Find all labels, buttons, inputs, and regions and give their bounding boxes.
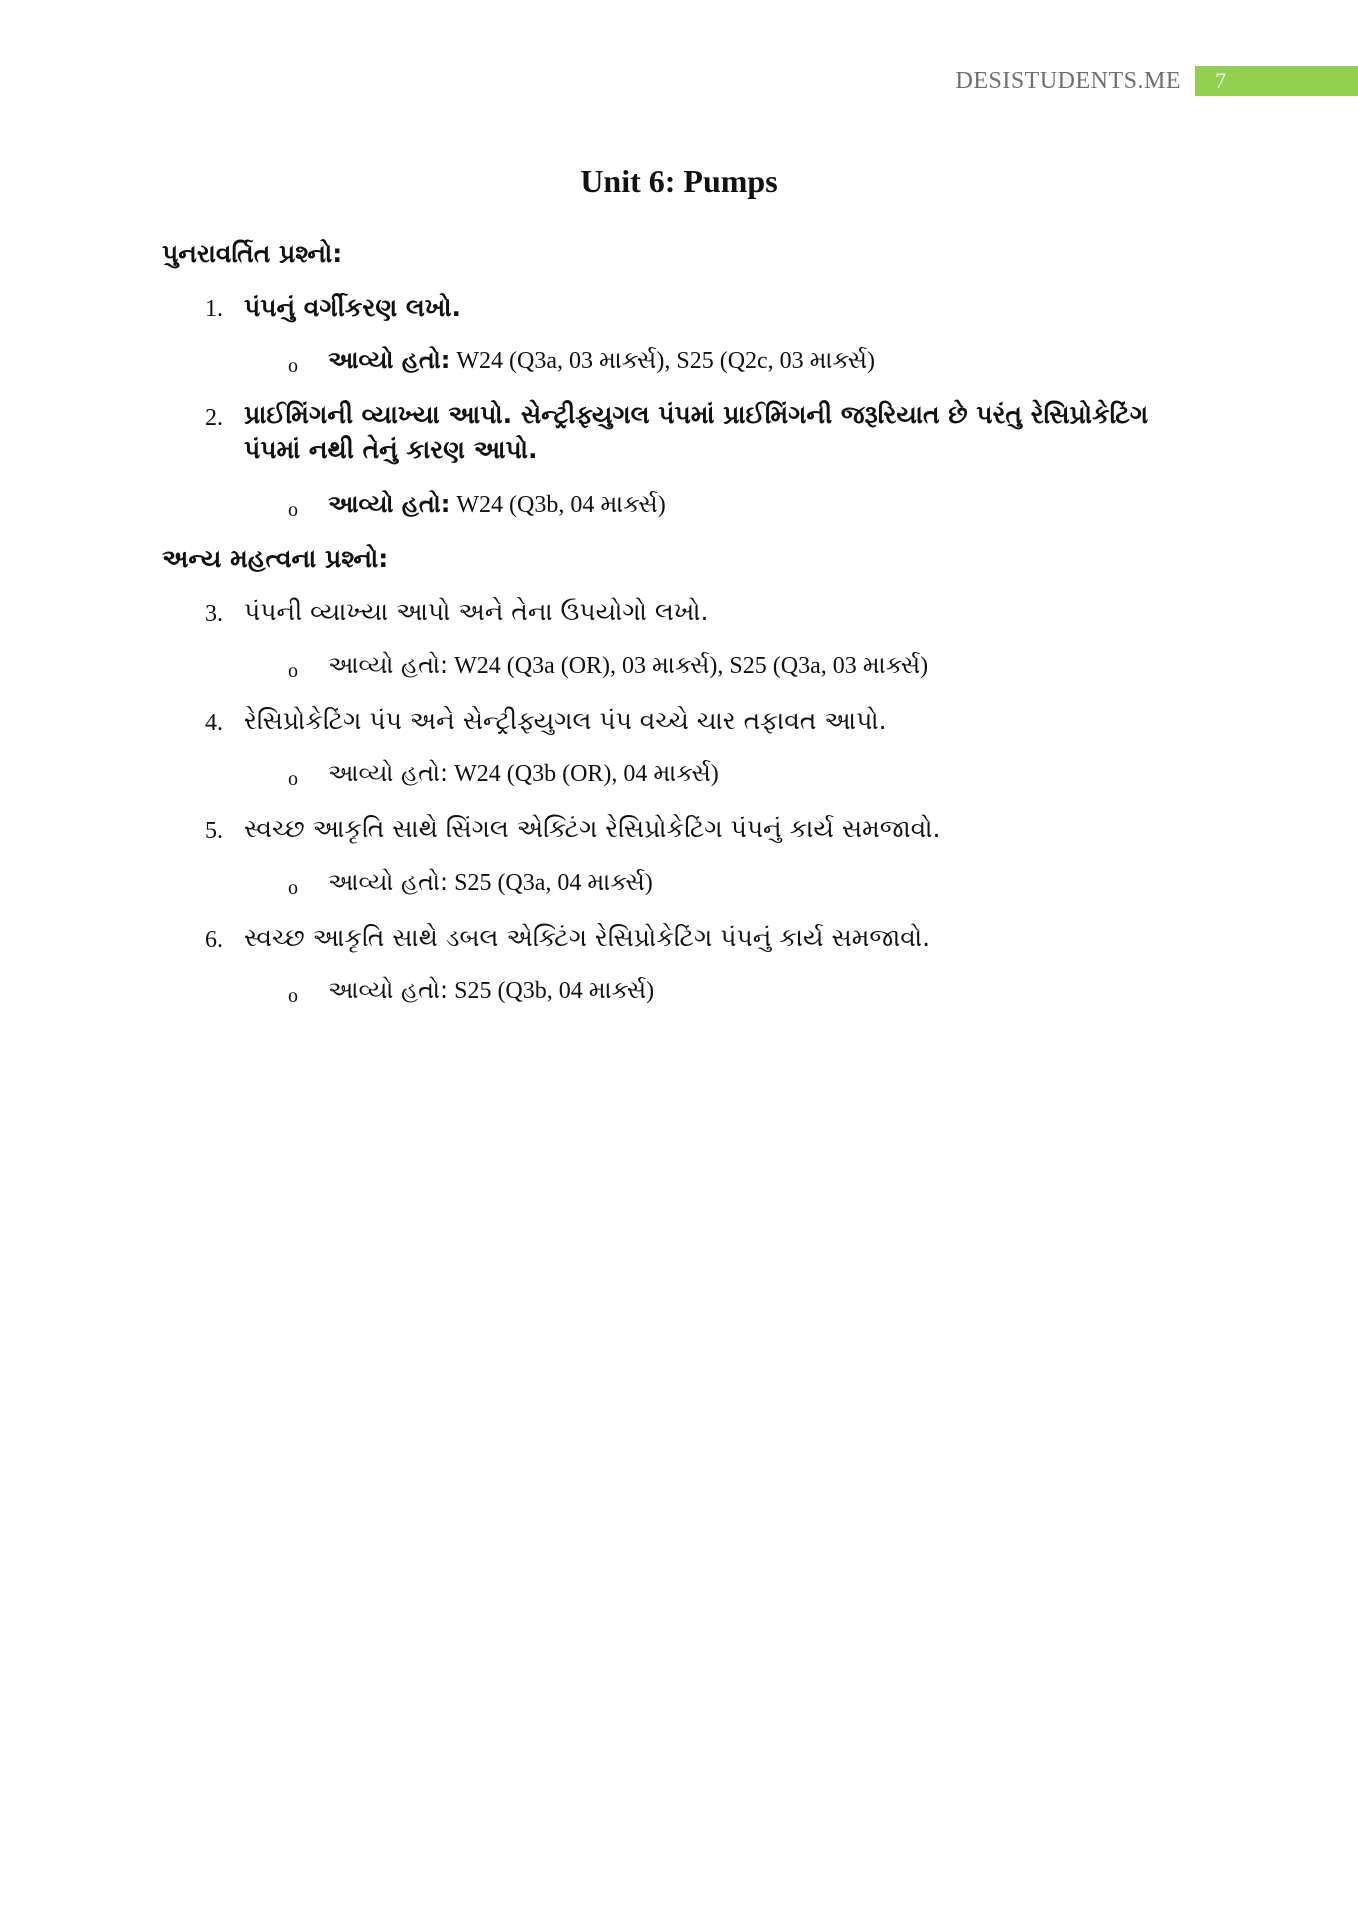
asked-label: આવ્યો હતો: xyxy=(328,759,449,787)
asked-detail: W24 (Q3a, 03 માર્ક્સ), S25 (Q2c, 03 માર્ક્સ) xyxy=(450,348,876,374)
bullet-icon: o xyxy=(288,985,298,1007)
unit-title: Unit 6: Pumps xyxy=(580,163,778,199)
asked-detail: W24 (Q3b, 04 માર્ક્સ) xyxy=(450,492,666,518)
asked-in-line xyxy=(328,346,875,375)
section-heading-other: અન્ય મહત્વના પ્રશ્નો: xyxy=(162,544,389,573)
page-header xyxy=(955,66,1358,96)
question-text: સ્વચ્છ આકૃતિ સાથે સિંગલ એક્ટિંગ રેસિપ્રોકેટિંગ પંપનું કાર્ય સમજાવો. xyxy=(244,814,941,843)
question-number: 1. xyxy=(205,296,223,322)
asked-in-line xyxy=(328,490,666,519)
asked-label: આવ્યો હતો: xyxy=(328,346,451,374)
asked-in-line xyxy=(328,759,719,788)
question-text: પંપની વ્યાખ્યા આપો અને તેના ઉપયોગો લખો. xyxy=(244,597,709,626)
bullet-icon: o xyxy=(288,499,298,521)
page-number-badge: 7 xyxy=(1195,66,1358,96)
bullet-icon: o xyxy=(288,660,298,682)
asked-detail: W24 (Q3b (OR), 04 માર્ક્સ) xyxy=(448,761,719,787)
question-text: રેસિપ્રોકેટિંગ પંપ અને સેન્ટ્રીફ્યુગલ પંપ વચ્ચે ચાર તફાવત આપો. xyxy=(244,706,887,735)
asked-label: આવ્યો હતો: xyxy=(328,868,449,896)
question-number: 5. xyxy=(205,818,223,844)
question-number: 2. xyxy=(205,405,223,431)
question-text: પંપનું વર્ગીકરણ લખો. xyxy=(244,293,462,322)
question-number: 6. xyxy=(205,927,223,953)
asked-in-line xyxy=(328,976,654,1005)
bullet-icon: o xyxy=(288,877,298,899)
asked-in-line xyxy=(328,651,928,680)
question-number: 4. xyxy=(205,710,223,736)
question-number: 3. xyxy=(205,601,223,627)
asked-label: આવ્યો હતો: xyxy=(328,490,451,518)
asked-detail: S25 (Q3a, 04 માર્ક્સ) xyxy=(448,870,653,896)
bullet-icon: o xyxy=(288,355,298,377)
question-text: પ્રાઈમિંગની વ્યાખ્યા આપો. સેન્ટ્રીફ્યુગલ પંપમાં પ્રાઈમિંગની જરૂરિયાત છે પરંતુ રેસિપ્રોકેટિંગ પંપમાં નથી તેનું કારણ આપો. xyxy=(244,400,1149,464)
question-text: સ્વચ્છ આકૃતિ સાથે ડબલ એક્ટિંગ રેસિપ્રોકેટિંગ પંપનું કાર્ય સમજાવો. xyxy=(244,923,931,952)
bullet-icon: o xyxy=(288,768,298,790)
section-heading-repeated: પુનરાવર્તિત પ્રશ્નો: xyxy=(162,239,343,268)
site-name: DESISTUDENTS.ME xyxy=(955,67,1181,94)
asked-detail: S25 (Q3b, 04 માર્ક્સ) xyxy=(448,978,655,1004)
asked-detail: W24 (Q3a (OR), 03 માર્ક્સ), S25 (Q3a, 03 માર્ક્સ) xyxy=(448,653,929,679)
asked-in-line xyxy=(328,868,653,897)
asked-label: આવ્યો હતો: xyxy=(328,976,449,1004)
asked-label: આવ્યો હતો: xyxy=(328,651,449,679)
